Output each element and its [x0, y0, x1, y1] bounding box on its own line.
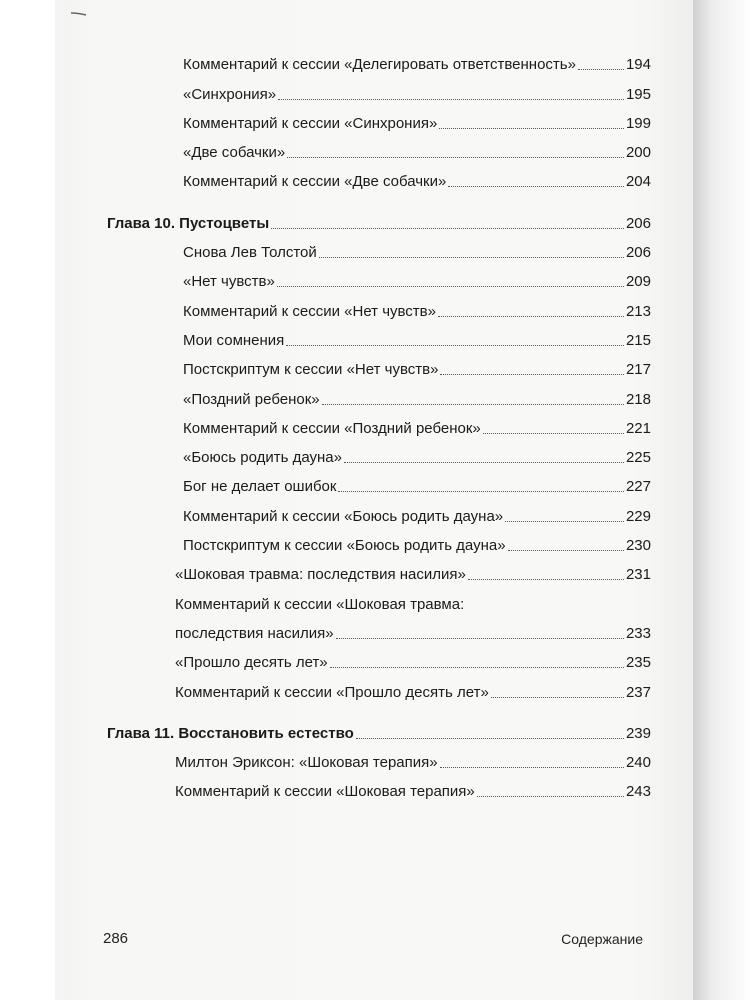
dot-leader — [440, 373, 624, 375]
toc-entry-title: Комментарий к сессии «Нет чувств» — [183, 302, 436, 320]
page-number: 286 — [103, 930, 129, 947]
toc-entry-title: Комментарий к сессии «Синхрония» — [183, 114, 438, 132]
toc-entry — [107, 290, 651, 319]
toc-chapter-page: 239 — [625, 724, 651, 742]
toc-entry-page: 225 — [625, 449, 651, 467]
toc-entry — [107, 232, 651, 261]
toc-entry-title: Комментарий к сессии «Боюсь родить дауна» — [183, 507, 504, 525]
toc-entry — [107, 613, 651, 642]
dot-leader — [477, 795, 624, 797]
toc-entry — [107, 132, 651, 161]
dot-leader — [448, 185, 624, 187]
toc-entry-page: 227 — [625, 478, 651, 496]
toc-entry-page: 229 — [625, 507, 651, 525]
dot-leader — [277, 285, 624, 287]
dot-leader — [286, 344, 624, 346]
toc-entry-page: 230 — [625, 537, 651, 555]
toc-entry — [107, 408, 651, 437]
toc-entry-title: Мои сомнения — [183, 331, 285, 349]
toc-entry-title: «Шоковая травма: последствия насилия» — [175, 566, 466, 584]
table-of-contents — [107, 44, 651, 800]
toc-chapter — [107, 713, 651, 742]
dot-leader — [344, 461, 624, 463]
toc-entry-title: Милтон Эриксон: «Шоковая терапия» — [175, 754, 438, 772]
toc-entry-page: 235 — [625, 654, 651, 672]
toc-entry-title: «Поздний ребенок» — [183, 390, 320, 408]
toc-entry-page: 233 — [625, 624, 651, 642]
dot-leader — [468, 578, 624, 580]
dot-leader — [287, 156, 624, 158]
toc-entry — [107, 771, 651, 800]
dot-leader — [439, 127, 624, 129]
toc-entry-page: 218 — [625, 390, 651, 408]
toc-entry — [107, 261, 651, 290]
stray-mark — [70, 12, 88, 16]
toc-entry-page: 199 — [625, 114, 651, 132]
toc-entry-page: 237 — [625, 683, 651, 701]
toc-entry-page: 213 — [625, 302, 651, 320]
toc-entry-title: Комментарий к сессии «Две собачки» — [183, 173, 447, 191]
dot-leader — [338, 490, 624, 492]
toc-entry-title: Комментарий к сессии «Шоковая терапия» — [175, 783, 475, 801]
toc-entry-title: последствия насилия» — [175, 624, 334, 642]
toc-entry-page: 204 — [625, 173, 651, 191]
toc-entry-title: Комментарий к сессии «Прошло десять лет» — [175, 683, 489, 701]
toc-entry-title: «Нет чувств» — [183, 273, 275, 291]
toc-entry-title: Комментарий к сессии «Делегировать ответственность» — [183, 56, 576, 74]
dot-leader — [438, 315, 624, 317]
toc-entry — [107, 103, 651, 132]
toc-entry — [107, 642, 651, 671]
toc-entry — [107, 73, 651, 102]
toc-entry-page: 243 — [625, 783, 651, 801]
running-footer-title: Содержание — [561, 931, 643, 947]
toc-entry — [107, 525, 651, 554]
toc-chapter-page: 206 — [625, 214, 651, 232]
dot-leader — [440, 766, 624, 768]
dot-leader — [505, 520, 624, 522]
toc-chapter-title: Глава 10. Пустоцветы — [107, 214, 270, 232]
toc-entry-title: Комментарий к сессии «Поздний ребенок» — [183, 419, 481, 437]
toc-entry-title: Бог не делает ошибок — [183, 478, 337, 496]
toc-entry-title: Постскриптум к сессии «Боюсь родить дауна» — [183, 537, 506, 555]
toc-entry — [107, 466, 651, 495]
dot-leader — [322, 403, 624, 405]
dot-leader — [356, 737, 624, 739]
toc-entry-title: «Две собачки» — [183, 144, 286, 162]
toc-entry — [107, 671, 651, 700]
toc-entry — [107, 349, 651, 378]
toc-entry-page: 195 — [625, 85, 651, 103]
toc-entry-continued — [107, 583, 651, 612]
dot-leader — [319, 256, 624, 258]
toc-entry — [107, 554, 651, 583]
toc-entry-page: 206 — [625, 244, 651, 262]
toc-entry — [107, 378, 651, 407]
toc-entry-title: «Синхрония» — [183, 85, 277, 103]
toc-entry-page: 221 — [625, 419, 651, 437]
toc-entry-title: Постскриптум к сессии «Нет чувств» — [183, 361, 439, 379]
toc-entry-title: Снова Лев Толстой — [183, 244, 317, 262]
toc-entry — [107, 495, 651, 524]
toc-chapter — [107, 202, 651, 231]
toc-entry — [107, 44, 651, 73]
dot-leader — [508, 549, 624, 551]
toc-entry — [107, 437, 651, 466]
toc-entry-page: 217 — [625, 361, 651, 379]
toc-entry — [107, 161, 651, 190]
toc-chapter-title: Глава 11. Восстановить естество — [107, 724, 354, 742]
toc-entry-page: 215 — [625, 331, 651, 349]
dot-leader — [578, 68, 624, 70]
toc-entry-page: 231 — [625, 566, 651, 584]
toc-entry-title: «Боюсь родить дауна» — [183, 449, 342, 467]
dot-leader — [330, 666, 624, 668]
dot-leader — [278, 98, 624, 100]
toc-entry-title: «Прошло десять лет» — [175, 654, 328, 672]
dot-leader — [336, 637, 624, 639]
toc-entry-page: 200 — [625, 144, 651, 162]
dot-leader — [271, 227, 624, 229]
toc-entry-title: Комментарий к сессии «Шоковая травма: — [175, 595, 465, 613]
toc-entry-page: 194 — [625, 56, 651, 74]
toc-entry — [107, 320, 651, 349]
toc-entry — [107, 742, 651, 771]
dot-leader — [491, 696, 624, 698]
dot-leader — [483, 432, 624, 434]
toc-entry-page: 209 — [625, 273, 651, 291]
toc-entry-page: 240 — [625, 754, 651, 772]
page-edge-shadow — [693, 0, 750, 1000]
